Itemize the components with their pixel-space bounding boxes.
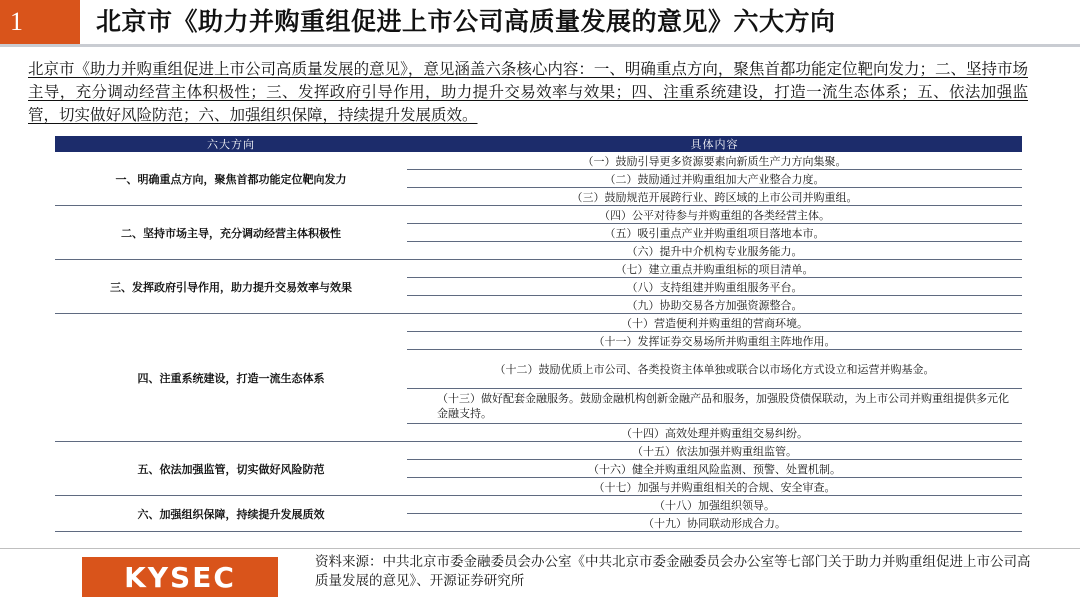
- kysec-logo: KYSEC: [82, 557, 278, 597]
- content-cell: （三）鼓励规范开展跨行业、跨区域的上市公司并购重组。: [407, 188, 1022, 206]
- content-cell: （十九）协同联动形成合力。: [407, 514, 1022, 532]
- content-cell: （二）鼓励通过并购重组加大产业整合力度。: [407, 170, 1022, 188]
- content-cell: （八）支持组建并购重组服务平台。: [407, 278, 1022, 296]
- content-cell: （十七）加强与并购重组相关的合规、安全审查。: [407, 478, 1022, 496]
- direction-cell: 五、依法加强监管，切实做好风险防范: [55, 442, 407, 496]
- directions-table: [55, 136, 1022, 532]
- content-cell: （十八）加强组织领导。: [407, 496, 1022, 514]
- content-cell: （七）建立重点并购重组标的项目清单。: [407, 260, 1022, 278]
- content-cell: （十三）做好配套金融服务。鼓励金融机构创新金融产品和服务，加强股贷债保联动，为上市公司并购重组提供多元化金融支持。: [407, 389, 1022, 424]
- content-cell: （十）营造便利并购重组的营商环境。: [407, 314, 1022, 332]
- header-contents: 具体内容: [407, 136, 1022, 152]
- content-cell: （五）吸引重点产业并购重组项目落地本市。: [407, 224, 1022, 242]
- intro-paragraph: [28, 58, 1028, 127]
- content-cell: （一）鼓励引导更多资源要素向新质生产力方向集聚。: [407, 152, 1022, 170]
- direction-cell: 四、注重系统建设，打造一流生态体系: [55, 314, 407, 442]
- content-cell: （十二）鼓励优质上市公司、各类投资主体单独或联合以市场化方式设立和运营并购基金。: [407, 350, 1022, 389]
- slide-number: 1: [0, 0, 80, 44]
- header-directions: 六大方向: [55, 136, 407, 152]
- content-cell: （十四）高效处理并购重组交易纠纷。: [407, 424, 1022, 442]
- page-title: 北京市《助力并购重组促进上市公司高质量发展的意见》六大方向: [96, 7, 836, 36]
- direction-cell: 一、明确重点方向，聚焦首都功能定位靶向发力: [55, 152, 407, 206]
- intro-text: 北京市《助力并购重组促进上市公司高质量发展的意见》，意见涵盖六条核心内容：一、明确重点方向，聚焦首都功能定位靶向发力；二、坚持市场主导，充分调动经营主体积极性；三、发挥政府引导作用，助力提升交易效率与效果；四、注重系统建设，打造一流生态体系；五、依法加强监管，切实做好风险防范；六、加强组织保障，持续提升发展质效。: [28, 60, 1028, 124]
- content-cell: （十一）发挥证券交易场所并购重组主阵地作用。: [407, 332, 1022, 350]
- content-cell: （十六）健全并购重组风险监测、预警、处置机制。: [407, 460, 1022, 478]
- direction-cell: 三、发挥政府引导作用，助力提升交易效率与效果: [55, 260, 407, 314]
- direction-cell: 二、坚持市场主导，充分调动经营主体积极性: [55, 206, 407, 260]
- footer-divider: [0, 548, 1080, 549]
- content-cell: （九）协助交易各方加强资源整合。: [407, 296, 1022, 314]
- title-bar: [0, 0, 1080, 44]
- content-cell: （十五）依法加强并购重组监管。: [407, 442, 1022, 460]
- title-divider: [0, 44, 1080, 47]
- content-cell: （六）提升中介机构专业服务能力。: [407, 242, 1022, 260]
- content-cell: （四）公平对待参与并购重组的各类经营主体。: [407, 206, 1022, 224]
- source-note: 资料来源：中共北京市委金融委员会办公室《中共北京市委金融委员会办公室等七部门关于助力并购重组促进上市公司高质量发展的意见》、开源证券研究所: [315, 554, 1031, 589]
- direction-cell: 六、加强组织保障，持续提升发展质效: [55, 496, 407, 532]
